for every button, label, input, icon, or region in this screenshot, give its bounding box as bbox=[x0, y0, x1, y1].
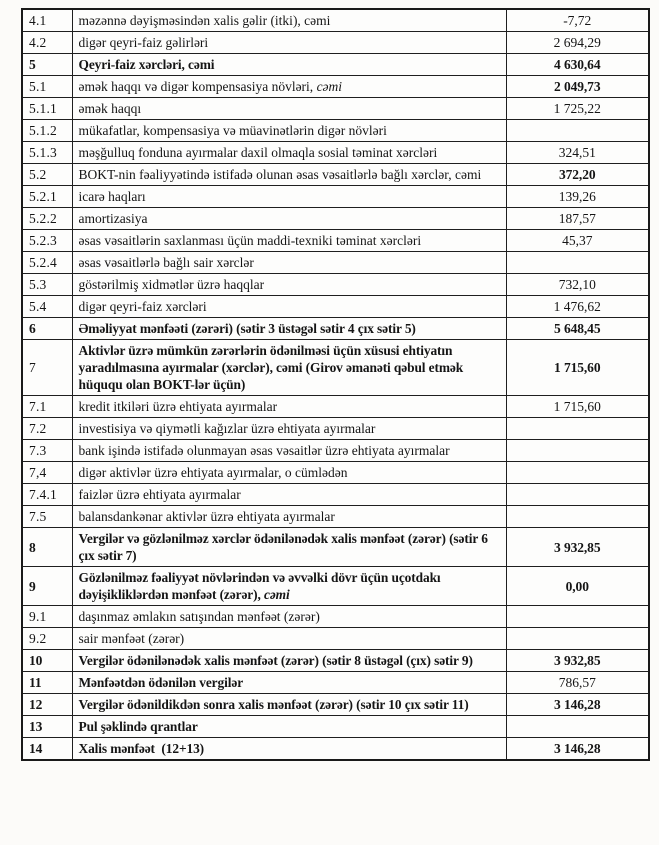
row-label bbox=[72, 650, 506, 672]
table-row bbox=[22, 716, 649, 738]
row-label-text: göstərilmiş xidmətlər üzrə haqqlar bbox=[78, 277, 265, 292]
table-row bbox=[22, 208, 649, 230]
table-row bbox=[22, 186, 649, 208]
row-code: 5.2.3 bbox=[22, 230, 72, 252]
row-label-text: investisiya və qiymətli kağızlar üzrə ehtiyata ayırmalar bbox=[78, 421, 376, 436]
row-code: 7.3 bbox=[22, 440, 72, 462]
row-value: 372,20 bbox=[506, 164, 649, 186]
row-label bbox=[72, 274, 506, 296]
row-value: 1 715,60 bbox=[506, 396, 649, 418]
row-value: -7,72 bbox=[506, 9, 649, 32]
row-label bbox=[72, 164, 506, 186]
row-code: 5.2.4 bbox=[22, 252, 72, 274]
row-label-italic-suffix: cəmi bbox=[264, 587, 290, 602]
row-label-italic-suffix: cəmi bbox=[316, 79, 343, 94]
row-value: 786,57 bbox=[506, 672, 649, 694]
table-row bbox=[22, 54, 649, 76]
row-label-text: Vergilər ödənilənədək xalis mənfəət (zərər) (sətir 8 üstəgəl (çıx) sətir 9) bbox=[78, 653, 473, 668]
row-label bbox=[72, 462, 506, 484]
table-row bbox=[22, 142, 649, 164]
row-label-text: Vergilər ödənildikdən sonra xalis mənfəət (zərər) (sətir 10 çıx sətir 11) bbox=[78, 697, 469, 712]
row-value: 4 630,64 bbox=[506, 54, 649, 76]
row-value: 1 476,62 bbox=[506, 296, 649, 318]
table-row bbox=[22, 528, 649, 567]
row-code: 10 bbox=[22, 650, 72, 672]
row-value bbox=[506, 506, 649, 528]
row-value bbox=[506, 120, 649, 142]
row-label-text: digər qeyri-faiz gəlirləri bbox=[78, 35, 209, 50]
table-row bbox=[22, 506, 649, 528]
row-label-text: əmək haqqı və digər kompensasiya növləri, bbox=[78, 79, 317, 94]
row-label-text: bank işində istifadə olunmayan əsas vəsaitlər üzrə ehtiyata ayırmalar bbox=[78, 443, 450, 458]
table-row bbox=[22, 98, 649, 120]
row-code: 8 bbox=[22, 528, 72, 567]
table-row bbox=[22, 628, 649, 650]
row-label bbox=[72, 296, 506, 318]
table-row bbox=[22, 252, 649, 274]
row-label bbox=[72, 738, 506, 761]
row-label-text: balansdankənar aktivlər üzrə ehtiyata ayırmalar bbox=[78, 509, 335, 524]
row-value: 3 146,28 bbox=[506, 738, 649, 761]
row-code: 5.1.3 bbox=[22, 142, 72, 164]
row-label bbox=[72, 418, 506, 440]
row-code: 9 bbox=[22, 567, 72, 606]
row-label-text: daşınmaz əmlakın satışından mənfəət (zərər) bbox=[78, 609, 320, 624]
table-row bbox=[22, 164, 649, 186]
table-row bbox=[22, 396, 649, 418]
row-code: 5.2 bbox=[22, 164, 72, 186]
row-label bbox=[72, 506, 506, 528]
row-value: 139,26 bbox=[506, 186, 649, 208]
row-label-text: mükafatlar, kompensasiya və müavinətlərin digər növləri bbox=[78, 123, 387, 138]
table-row bbox=[22, 9, 649, 32]
row-value: 2 694,29 bbox=[506, 32, 649, 54]
table-row bbox=[22, 462, 649, 484]
table-row bbox=[22, 296, 649, 318]
table-row bbox=[22, 484, 649, 506]
row-label-text: Gözlənilməz fəaliyyət növlərindən və əvvəlki dövr üçün uçotdakı dəyişikliklərdən mənfəət (zərər), bbox=[78, 570, 444, 602]
row-code: 6 bbox=[22, 318, 72, 340]
row-label-text: digər aktivlər üzrə ehtiyata ayırmalar, o cümlədən bbox=[78, 465, 348, 480]
row-label bbox=[72, 142, 506, 164]
row-label-text: icarə haqları bbox=[78, 189, 146, 204]
row-code: 7.1 bbox=[22, 396, 72, 418]
row-value: 324,51 bbox=[506, 142, 649, 164]
row-label bbox=[72, 606, 506, 628]
row-code: 7 bbox=[22, 340, 72, 396]
row-value: 1 715,60 bbox=[506, 340, 649, 396]
row-label bbox=[72, 396, 506, 418]
row-code: 5.1.2 bbox=[22, 120, 72, 142]
row-label-text: amortizasiya bbox=[78, 211, 148, 226]
row-value bbox=[506, 484, 649, 506]
row-label bbox=[72, 252, 506, 274]
table-row bbox=[22, 340, 649, 396]
row-label-text: Pul şəklində qrantlar bbox=[78, 719, 198, 734]
row-value: 3 932,85 bbox=[506, 528, 649, 567]
row-label bbox=[72, 567, 506, 606]
table-row bbox=[22, 418, 649, 440]
table-row bbox=[22, 672, 649, 694]
table-row bbox=[22, 606, 649, 628]
row-label bbox=[72, 340, 506, 396]
row-label bbox=[72, 186, 506, 208]
row-value bbox=[506, 252, 649, 274]
row-code: 9.1 bbox=[22, 606, 72, 628]
row-code: 11 bbox=[22, 672, 72, 694]
row-code: 5.1.1 bbox=[22, 98, 72, 120]
row-value: 732,10 bbox=[506, 274, 649, 296]
row-code: 7.5 bbox=[22, 506, 72, 528]
row-code: 7.4.1 bbox=[22, 484, 72, 506]
row-label bbox=[72, 484, 506, 506]
row-label-text: Əməliyyat mənfəəti (zərəri) (sətir 3 üstəgəl sətir 4 çıx sətir 5) bbox=[78, 321, 416, 336]
table-row bbox=[22, 440, 649, 462]
row-label-text: əsas vəsaitlərlə bağlı sair xərclər bbox=[78, 255, 254, 270]
row-label bbox=[72, 98, 506, 120]
row-code: 4.1 bbox=[22, 9, 72, 32]
row-label-text: məşğulluq fonduna ayırmalar daxil olmaqla sosial təminat xərcləri bbox=[78, 145, 438, 160]
row-label-text: Xalis mənfəət (12+13) bbox=[78, 741, 205, 756]
row-code: 5.2.2 bbox=[22, 208, 72, 230]
row-value: 5 648,45 bbox=[506, 318, 649, 340]
row-code: 5.1 bbox=[22, 76, 72, 98]
row-label-text: Qeyri-faiz xərcləri, cəmi bbox=[78, 57, 215, 72]
row-code: 7.2 bbox=[22, 418, 72, 440]
row-code: 5.2.1 bbox=[22, 186, 72, 208]
table-row bbox=[22, 76, 649, 98]
row-code: 5 bbox=[22, 54, 72, 76]
row-value bbox=[506, 418, 649, 440]
income-statement-table bbox=[21, 8, 650, 761]
row-label bbox=[72, 9, 506, 32]
row-value bbox=[506, 440, 649, 462]
table-row bbox=[22, 318, 649, 340]
row-value bbox=[506, 462, 649, 484]
row-label-text: Mənfəətdən ödənilən vergilər bbox=[78, 675, 244, 690]
row-code: 9.2 bbox=[22, 628, 72, 650]
report-table-body bbox=[22, 9, 649, 760]
row-value: 1 725,22 bbox=[506, 98, 649, 120]
table-row bbox=[22, 32, 649, 54]
row-value: 187,57 bbox=[506, 208, 649, 230]
row-label-text: əmək haqqı bbox=[78, 101, 142, 116]
row-value: 3 146,28 bbox=[506, 694, 649, 716]
table-row bbox=[22, 738, 649, 761]
row-label bbox=[72, 694, 506, 716]
row-label-text: BOKT-nin fəaliyyətində istifadə olunan əsas vəsaitlərlə bağlı xərclər, cəmi bbox=[78, 167, 482, 182]
row-value: 0,00 bbox=[506, 567, 649, 606]
row-label-text: digər qeyri-faiz xərcləri bbox=[78, 299, 207, 314]
row-label bbox=[72, 208, 506, 230]
table-row bbox=[22, 694, 649, 716]
row-value bbox=[506, 628, 649, 650]
row-label-text: əsas vəsaitlərin saxlanması üçün maddi-texniki təminat xərcləri bbox=[78, 233, 422, 248]
row-label-text: məzənnə dəyişməsindən xalis gəlir (itki), cəmi bbox=[78, 13, 331, 28]
row-label bbox=[72, 120, 506, 142]
row-value bbox=[506, 716, 649, 738]
row-label bbox=[72, 76, 506, 98]
row-value bbox=[506, 606, 649, 628]
row-label bbox=[72, 628, 506, 650]
row-label bbox=[72, 32, 506, 54]
row-label bbox=[72, 716, 506, 738]
row-label bbox=[72, 672, 506, 694]
row-code: 12 bbox=[22, 694, 72, 716]
row-code: 5.4 bbox=[22, 296, 72, 318]
row-code: 7,4 bbox=[22, 462, 72, 484]
table-row bbox=[22, 230, 649, 252]
row-label-text: sair mənfəət (zərər) bbox=[78, 631, 185, 646]
row-code: 4.2 bbox=[22, 32, 72, 54]
row-label bbox=[72, 54, 506, 76]
row-label bbox=[72, 440, 506, 462]
row-code: 14 bbox=[22, 738, 72, 761]
row-label bbox=[72, 528, 506, 567]
row-label bbox=[72, 230, 506, 252]
row-value: 45,37 bbox=[506, 230, 649, 252]
row-label bbox=[72, 318, 506, 340]
row-value: 2 049,73 bbox=[506, 76, 649, 98]
row-code: 5.3 bbox=[22, 274, 72, 296]
table-row bbox=[22, 567, 649, 606]
row-value: 3 932,85 bbox=[506, 650, 649, 672]
table-row bbox=[22, 650, 649, 672]
row-label-text: kredit itkiləri üzrə ehtiyata ayırmalar bbox=[78, 399, 278, 414]
table-row bbox=[22, 274, 649, 296]
row-code: 13 bbox=[22, 716, 72, 738]
row-label-text: faizlər üzrə ehtiyata ayırmalar bbox=[78, 487, 241, 502]
row-label-text: Aktivlər üzrə mümkün zərərlərin ödənilməsi üçün xüsusi ehtiyatın yaradılmasına ayırmalar (xərclər), cəmi (Girov əmanəti qəbul etmək hüququ olan BOKT-lər üçün) bbox=[78, 343, 467, 392]
row-label-text: Vergilər və gözlənilməz xərclər ödənilənədək xalis mənfəət (zərər) (sətir 6 çıx sətir 7) bbox=[78, 531, 492, 563]
table-row bbox=[22, 120, 649, 142]
